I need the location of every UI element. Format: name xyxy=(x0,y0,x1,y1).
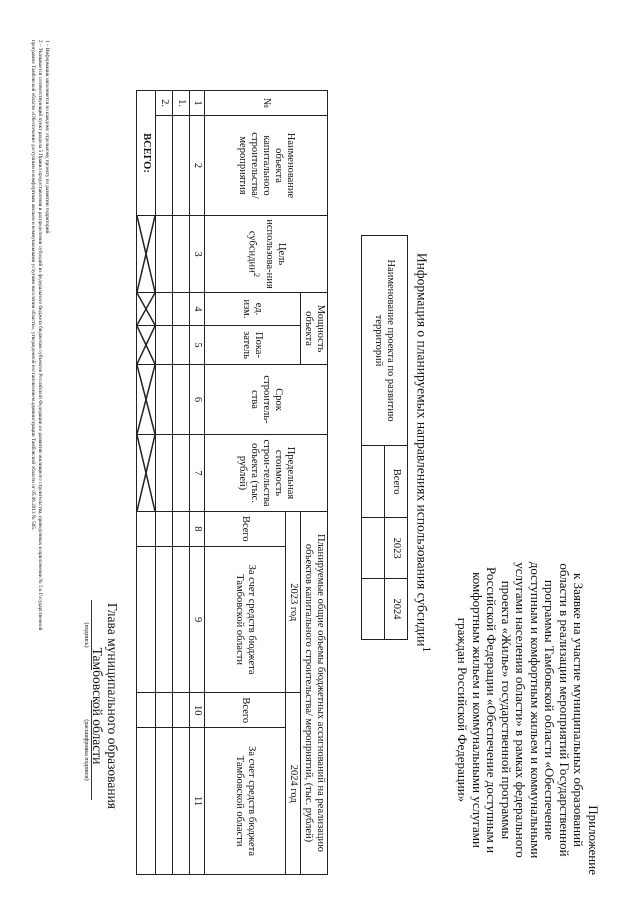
year-2023-header: 2023 год xyxy=(286,512,301,693)
table-cell xyxy=(156,728,173,875)
table-cell xyxy=(173,728,190,875)
table-cell xyxy=(156,546,173,693)
col-name-header: Наименование объекта капитального строительства/ мероприятия xyxy=(205,116,328,216)
table-cell xyxy=(173,293,190,326)
table-cell xyxy=(173,116,190,216)
appendix-line: комфортным жильем и коммунальными услугами xyxy=(470,572,485,848)
signature-line: (подпись) xyxy=(83,600,92,670)
col-capacity-header: Мощность объекта xyxy=(301,293,328,365)
signature-region: Тамбовской области xyxy=(90,647,105,765)
appendix-line: Российской Федерации «Обеспечение доступным и xyxy=(484,566,500,854)
column-number: 8 xyxy=(190,512,205,547)
column-number: 5 xyxy=(190,326,205,365)
table-row xyxy=(156,91,173,875)
column-numbers-row xyxy=(190,91,205,875)
territory-cell xyxy=(362,518,385,579)
col-term-header: Срок строитель-ства xyxy=(205,365,328,435)
crossed-cell xyxy=(137,435,156,512)
col-cost-header: Предельная стоимость строи-тельства объекта (тыс. рублей) xyxy=(205,435,328,512)
table-cell xyxy=(156,365,173,435)
col-no-header: № xyxy=(205,91,328,116)
column-number: 9 xyxy=(190,546,205,693)
crossed-cell xyxy=(137,326,156,365)
table-cell xyxy=(156,326,173,365)
territory-cell xyxy=(362,446,385,518)
footnote: программе Тамбовской области «Обеспечение доступным и комфортным жильем и коммунальными услугами населения области», утвержденной постановлением администрации Тамбовской области от 05.06.2013 № 585. xyxy=(30,40,36,531)
appendix-line: услугами населения области» в рамках федерального xyxy=(513,562,529,858)
total-row xyxy=(137,91,156,875)
territory-header: Наименование проекта по развитию территорий xyxy=(362,236,408,446)
main-table xyxy=(136,90,328,875)
table-cell xyxy=(173,216,190,293)
table-cell xyxy=(137,512,156,547)
signature-block xyxy=(90,603,120,809)
table-cell xyxy=(173,546,190,693)
table-cell xyxy=(173,512,190,547)
name-line: (расшифровка подписи) xyxy=(83,700,92,800)
table-cell xyxy=(156,693,173,728)
col-indicator-header: Пока-затель xyxy=(205,326,301,365)
territory-year-2024: 2024 xyxy=(385,579,408,640)
territory-year-2023: 2023 xyxy=(385,518,408,579)
column-number: 4 xyxy=(190,293,205,326)
signature-title: Глава муниципального образования xyxy=(105,602,120,809)
footnote: 1 – Информация заполняется по каждому отдельному проекту по развитию территорий. xyxy=(44,40,50,235)
total-2023-header: Всего xyxy=(205,512,286,547)
column-number: 10 xyxy=(190,693,205,728)
territory-total-header: Всего xyxy=(385,446,408,518)
regional-2023-header: За счет средств бюджета Тамбовской области xyxy=(205,546,286,693)
column-number: 7 xyxy=(190,435,205,512)
footnotes xyxy=(29,40,50,890)
row-number: 2. xyxy=(156,91,173,116)
table-cell xyxy=(137,728,156,875)
table-cell xyxy=(156,435,173,512)
row-number: 1. xyxy=(173,91,190,116)
table-row xyxy=(173,91,190,875)
column-number: 11 xyxy=(190,728,205,875)
table-cell xyxy=(173,365,190,435)
table-cell xyxy=(156,512,173,547)
appendix-line: доступным и комфортным жильем и коммунальными xyxy=(528,561,543,859)
document-title-text: Информация о планируемых направлениях использования субсидии xyxy=(414,252,430,647)
col-unit-header: ед. изм. xyxy=(205,293,301,326)
year-2024-header: 2024 год xyxy=(286,693,301,875)
col-planned-header: Планируемые общие объемы бюджетных ассигнований на реализацию объектов капитального строительства/ мероприятий, (тыс. рублей) xyxy=(301,512,328,875)
col-purpose-text: Цель использова-ния субсидии xyxy=(246,219,287,289)
col-purpose-header xyxy=(205,216,328,293)
footnote: 2 – Указывается соответствующий пункт раздела 5 Правил предоставления и распределения субсидий из федерального бюджета бюджетам субъектов Российской Федерации по развитию жилищного строительства, приведенных в приложении № 5 к Государственной xyxy=(37,40,43,631)
column-number: 6 xyxy=(190,365,205,435)
appendix-label: Приложение xyxy=(586,805,601,875)
appendix-line: программы Тамбовской области «Обеспечение xyxy=(542,579,558,841)
table-cell xyxy=(156,216,173,293)
table-cell xyxy=(137,546,156,693)
crossed-cell xyxy=(137,293,156,326)
total-row-label: ВСЕГО: xyxy=(137,91,156,216)
table-cell xyxy=(156,293,173,326)
total-2024-header: Всего xyxy=(205,693,286,728)
territory-cell xyxy=(362,579,385,640)
footnote-ref: 2 xyxy=(251,272,262,278)
appendix-line: к Заявке на участие муниципальных образований xyxy=(571,573,587,847)
appendix-line: граждан Российской Федерации» xyxy=(455,617,471,803)
column-number: 2 xyxy=(190,116,205,216)
document-title xyxy=(414,0,433,905)
territory-table xyxy=(361,235,408,640)
appendix-line: проекта «Жилье» государственной программы xyxy=(499,580,514,840)
regional-2024-header: За счет средств бюджета Тамбовской области xyxy=(205,728,286,875)
column-number: 1 xyxy=(190,91,205,116)
appendix-line: области в реализации мероприятий Государственной xyxy=(557,563,572,857)
crossed-cell xyxy=(137,365,156,435)
table-cell xyxy=(173,326,190,365)
table-cell xyxy=(156,116,173,216)
table-cell xyxy=(173,435,190,512)
table-cell xyxy=(173,693,190,728)
footnote-ref: 1 xyxy=(420,646,432,653)
table-cell xyxy=(137,693,156,728)
appendix-header xyxy=(455,545,600,875)
column-number: 3 xyxy=(190,216,205,293)
crossed-cell xyxy=(137,216,156,293)
